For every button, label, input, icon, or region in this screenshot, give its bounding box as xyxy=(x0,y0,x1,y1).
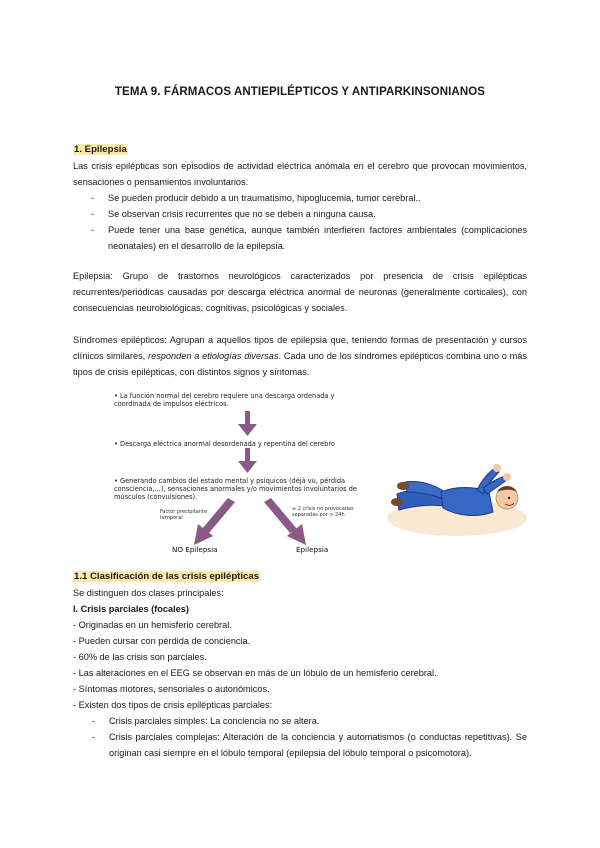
section-heading-clasificacion: 1.1 Clasificación de las crisis epilépticas xyxy=(74,571,260,582)
seizure-illustration xyxy=(385,452,535,542)
syndromes-paragraph: Síndromes epilépticos: Agrupan a aquellos tipos de epilepsia que, teniendo formas de presentación y cursos clínicos similares, responden a etiologías diversas. Cada uno de los síndromes epilépticos combina uno o más tipos de crisis epilépticas, con distintos signos y síntomas. xyxy=(73,335,528,377)
bullet-item: - Puede tener una base genética, aunque también interfieren factores ambientales (complicaciones neonatales) en el desarrollo de la epilepsia. xyxy=(91,225,527,251)
diagram-step-3: • Generando cambios del estado mental y psíquicos (déjà vu, pérdida consciencia,...), sensaciones anormales y/o movimientos involuntarios de músculos (convulsiones). xyxy=(114,477,357,501)
diagram-note-right: ≥ 2 crisis no provocadas separadas por > 24h xyxy=(292,506,354,518)
section-heading-epilepsia: 1. Epilepsia xyxy=(74,144,127,155)
definition-paragraph: Epilepsia: Grupo de trastornos neurológicos caracterizados por presencia de crisis epilépticas recurrentes/periódicas causadas por descarga eléctrica anormal de neuronas (generalmente corticales), con consecuencias neurobiológicas, cognitivas, psicológicas y sociales. xyxy=(73,271,527,313)
page-title: TEMA 9. FÁRMACOS ANTIEPILÉPTICOS Y ANTIPARKINSONIANOS xyxy=(114,86,486,98)
list-item: - 60% de las crisis son parciales. xyxy=(73,652,207,662)
sub-list-item: - Crisis parciales simples: La conciencia no se altera. xyxy=(92,716,320,726)
bullet-item: - Se pueden producir debido a un traumatismo, hipoglucemia, tumor cerebral.. xyxy=(91,193,421,203)
diagram-step-2: • Descarga eléctrica anormal desordenada y repentina del cerebro xyxy=(114,440,335,448)
arrow-diag-left-icon xyxy=(194,498,235,545)
class-heading-parciales: I. Crisis parciales (focales) xyxy=(73,604,189,614)
list-item: - Originadas en un hemisferio cerebral. xyxy=(73,620,232,630)
list-item: - Pueden cursar con pérdida de conciencia. xyxy=(73,636,251,646)
list-item: - Las alteraciones en el EEG se observan en más de un lóbulo de un hemisferio cerebral. xyxy=(73,668,437,678)
list-item: - Síntomas motores, sensoriales o autonómicos. xyxy=(73,684,270,694)
list-item: - Existen dos tipos de crisis epilépticas parciales: xyxy=(73,700,273,710)
sub-list-item: - Crisis parciales complejas: Alteración de la conciencia y automatismos (o conductas repetitivas). Se originan casi siempre en el lóbulo temporal (epilepsia del lóbulo temporal o psicomotora). xyxy=(92,732,527,758)
intro-paragraph: Las crisis epilépticas son episodios de actividad eléctrica anómala en el cerebro que provocan movimientos, sensaciones o pensamientos involuntarios. xyxy=(73,161,527,187)
diagram-label-no-epilepsia: NO Epilepsia xyxy=(172,545,218,554)
diagram-arrows xyxy=(100,388,370,558)
epilepsy-diagram xyxy=(100,388,370,558)
bullet-item: - Se observan crisis recurrentes que no se deben a ninguna causa. xyxy=(91,209,376,219)
diagram-label-epilepsia: Epilepsia xyxy=(296,545,329,554)
diagram-step-1: • La función normal del cerebro requiere una descarga ordenada y coordinada de impulsos eléctricos. xyxy=(114,392,335,408)
diagram-note-left: Factor precipitante temporal xyxy=(160,509,208,521)
arrow-down-1-icon xyxy=(238,411,257,436)
arrow-down-2-icon xyxy=(238,448,257,473)
classification-intro: Se distinguen dos clases principales: xyxy=(73,588,224,598)
